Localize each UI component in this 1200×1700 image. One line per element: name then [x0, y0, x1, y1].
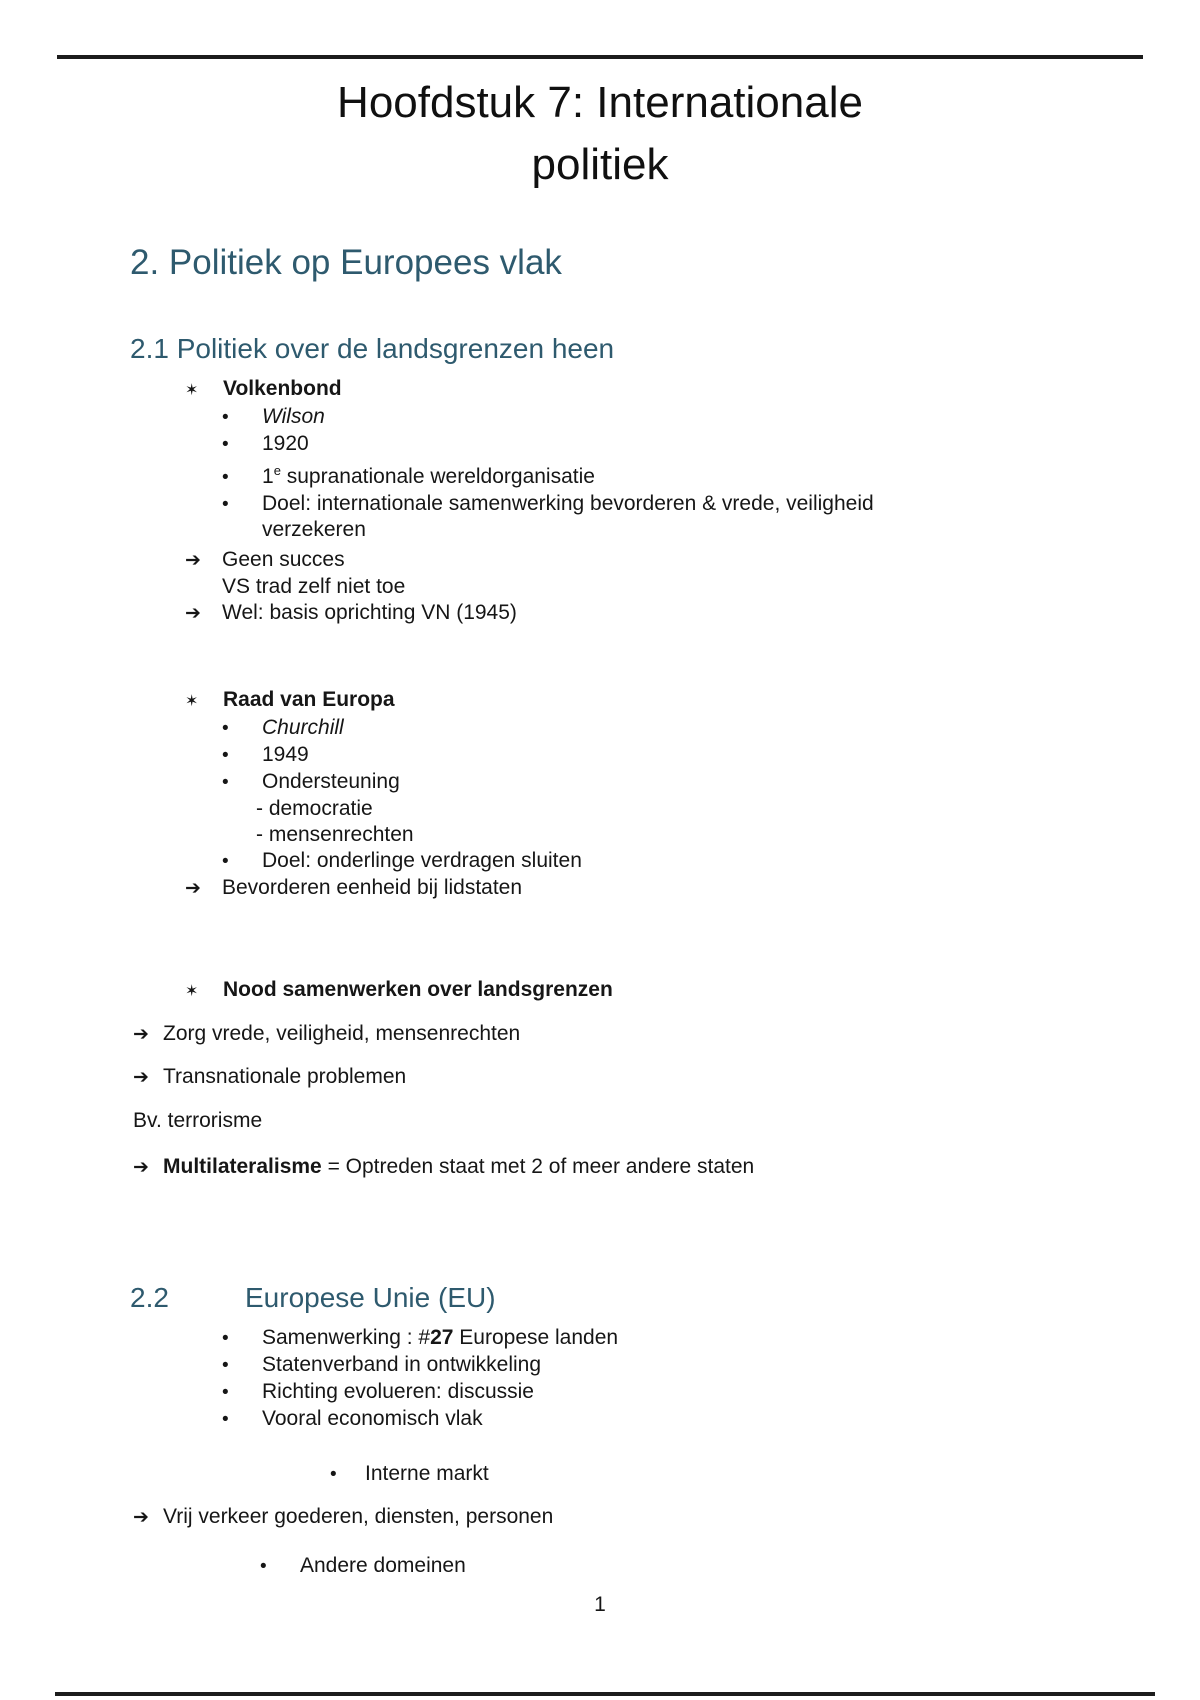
arrow-bullet-icon: ➔ — [133, 1157, 149, 1178]
list-item-text: Churchill — [262, 716, 344, 739]
list-item-text: Statenverband in ontwikkeling — [262, 1353, 542, 1376]
dot-bullet-icon: • — [222, 851, 229, 872]
list-item-andere-domeinen — [130, 1553, 1070, 1580]
arrow-bullet-icon: ➔ — [185, 878, 201, 899]
arrow-item-text — [163, 1154, 754, 1180]
continuation-line-vs — [130, 574, 1070, 600]
page-content — [130, 240, 1070, 1618]
list-item-text: Vooral economisch vlak — [262, 1407, 483, 1430]
dash-item-text: - mensenrechten — [256, 823, 414, 846]
text-fragment: = Optreden staat met 2 of meer andere staten — [321, 1155, 755, 1178]
example-line-terrorisme — [130, 1108, 1070, 1134]
list-item-nood-samenwerken — [130, 977, 1070, 1005]
arrow-item-text: Geen succes — [222, 548, 345, 571]
dot-bullet-icon: • — [330, 1464, 337, 1485]
list-item-text — [262, 1325, 618, 1351]
list-item-title: Volkenbond — [223, 377, 342, 400]
list-item-richting — [130, 1379, 1070, 1406]
list-item-volkenbond — [130, 376, 1070, 404]
text-line: verzekeren — [262, 518, 366, 541]
arrow-item-wel — [130, 600, 1070, 627]
subsection-heading-21: 2.1 Politiek over de landsgrenzen heen — [130, 333, 615, 364]
arrow-bullet-icon: ➔ — [133, 1507, 149, 1528]
dot-bullet-icon: • — [222, 1328, 229, 1349]
list-item-text: Doel: onderlinge verdragen sluiten — [262, 849, 582, 872]
list-item-doel — [130, 491, 1070, 543]
list-item-text: Wilson — [262, 405, 325, 428]
list-item-samenwerking — [130, 1325, 1070, 1352]
dot-bullet-icon: • — [222, 467, 229, 488]
dot-bullet-icon: • — [222, 1382, 229, 1403]
dot-bullet-icon: • — [222, 434, 229, 455]
dash-item-text: - democratie — [256, 797, 373, 820]
dot-bullet-icon: • — [222, 494, 229, 515]
list-item-1920 — [130, 431, 1070, 458]
arrow-bullet-icon: ➔ — [185, 603, 201, 624]
list-item-text: Andere domeinen — [300, 1554, 466, 1577]
page-number: 1 — [594, 1593, 606, 1616]
arrow-bullet-icon: ➔ — [133, 1067, 149, 1088]
text-fragment: 1 — [262, 465, 274, 488]
dot-bullet-icon: • — [222, 407, 229, 428]
arrow-item-zorg — [130, 1021, 1070, 1048]
continuation-text: VS trad zelf niet toe — [222, 575, 406, 598]
text-fragment: Europese landen — [453, 1326, 619, 1349]
list-item-vooral — [130, 1406, 1070, 1433]
list-item-supranationale — [130, 458, 1070, 491]
text-line: Doel: internationale samenwerking bevorderen & vrede, veiligheid — [262, 492, 874, 515]
list-item-raad-van-europa — [130, 687, 1070, 715]
dash-item-democratie — [130, 796, 1070, 822]
subsection-title: Europese Unie (EU) — [245, 1282, 496, 1313]
dot-bullet-icon: • — [260, 1556, 267, 1577]
list-item-text: 1949 — [262, 743, 309, 766]
arrow-item-text: Bevorderen eenheid bij lidstaten — [222, 876, 523, 899]
text-fragment: supranationale wereldorganisatie — [280, 465, 595, 488]
list-item-title: Nood samenwerken over landsgrenzen — [223, 978, 613, 1001]
top-rule — [57, 55, 1143, 59]
bottom-rule — [55, 1692, 1155, 1696]
subsection-heading-22 — [130, 1277, 1070, 1319]
arrow-item-bevorderen — [130, 875, 1070, 902]
star-bullet-icon: ✶ — [185, 693, 199, 710]
list-item-doel-verdragen — [130, 848, 1070, 875]
document-title-line1: Hoofdstuk 7: Internationale — [337, 78, 863, 127]
dot-bullet-icon: • — [222, 772, 229, 793]
list-item-text: Interne markt — [365, 1462, 489, 1485]
list-item-wilson — [130, 404, 1070, 431]
arrow-item-transnationale — [130, 1064, 1070, 1091]
arrow-bullet-icon: ➔ — [133, 1024, 149, 1045]
arrow-item-geen-succes — [130, 547, 1070, 574]
list-item-text — [262, 458, 595, 490]
star-bullet-icon: ✶ — [185, 983, 199, 1000]
section-heading: 2. Politiek op Europees vlak — [130, 243, 562, 282]
arrow-item-multilateralisme — [130, 1154, 1070, 1181]
document-title-line2: politiek — [531, 140, 669, 189]
list-item-interne-markt — [130, 1461, 1070, 1488]
bold-term: Multilateralisme — [163, 1155, 322, 1178]
list-item-statenverband — [130, 1352, 1070, 1379]
superscript: e — [273, 463, 281, 478]
list-item-text: Ondersteuning — [262, 770, 400, 793]
dash-item-mensenrechten — [130, 822, 1070, 848]
dot-bullet-icon: • — [222, 718, 229, 739]
arrow-item-text: Vrij verkeer goederen, diensten, personen — [163, 1505, 554, 1528]
dot-bullet-icon: • — [222, 1409, 229, 1430]
arrow-bullet-icon: ➔ — [185, 550, 201, 571]
dot-bullet-icon: • — [222, 745, 229, 766]
document-title — [0, 72, 1200, 196]
list-item-title: Raad van Europa — [223, 688, 395, 711]
subsection-number: 2.2 — [130, 1282, 169, 1313]
list-item-text: 1920 — [262, 432, 309, 455]
list-item-ondersteuning — [130, 769, 1070, 796]
dot-bullet-icon: • — [222, 1355, 229, 1376]
list-item-text — [262, 491, 874, 543]
bold-number: 27 — [430, 1326, 454, 1349]
list-item-churchill — [130, 715, 1070, 742]
arrow-item-vrij-verkeer — [130, 1504, 1070, 1531]
arrow-item-text: Transnationale problemen — [163, 1065, 407, 1088]
arrow-item-text: Wel: basis oprichting VN (1945) — [222, 601, 517, 624]
arrow-item-text: Zorg vrede, veiligheid, mensenrechten — [163, 1022, 521, 1045]
text-fragment: Samenwerking : # — [262, 1326, 431, 1349]
list-item-text: Richting evolueren: discussie — [262, 1380, 534, 1403]
example-text: Bv. terrorisme — [133, 1109, 263, 1132]
star-bullet-icon: ✶ — [185, 382, 199, 399]
list-item-1949 — [130, 742, 1070, 769]
